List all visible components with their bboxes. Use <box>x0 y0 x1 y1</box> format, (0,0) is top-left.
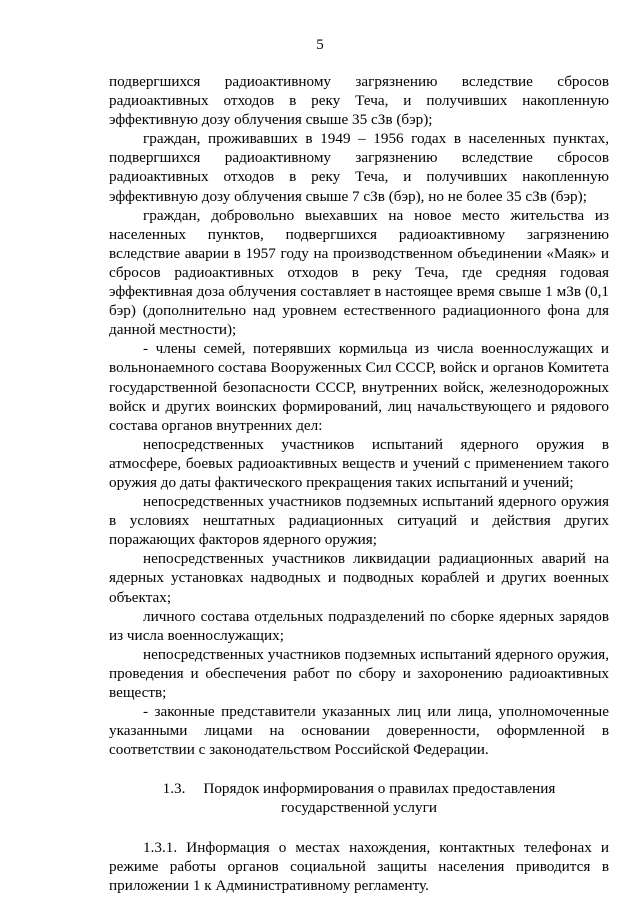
page-number: 5 <box>316 37 324 53</box>
section-heading <box>109 779 609 817</box>
section-title-line2: государственной услуги <box>281 799 437 817</box>
paragraph-assembly-units: личного состава отдельных подразделений по сборке ядерных зарядов из числа военнослужащих; <box>109 607 609 644</box>
paragraph-nuclear-test-atmosphere: непосредственных участников испытаний ядерного оружия в атмосфере, боевых радиоактивных веществ и учений с применением такого оружия до даты фактического прекращения таких испытаний и учений; <box>109 435 609 491</box>
document-body <box>109 72 609 895</box>
paragraph-1-3-1: 1.3.1. Информация о местах нахождения, контактных телефонах и режиме работы органов социальной защиты населения приводится в приложении 1 к Административному регламенту. <box>109 838 609 894</box>
paragraph-radiation-accidents: непосредственных участников ликвидации радиационных аварий на ядерных установках надводных и подводных кораблей и других военных объектах; <box>109 550 609 606</box>
section-number: 1.3. <box>162 780 186 798</box>
paragraph-family-members: - члены семей, потерявших кормильца из числа военнослужащих и вольнонаемного состава Вооруженных Сил СССР, войск и органов Комитета государственной безопасности СССР, внутренних войск, железнодорожных войск и других воинских формирований, лиц начальствующего и рядового состава органов внутренних дел: <box>109 340 609 434</box>
paragraph-mayak-relocated: граждан, добровольно выехавших на новое место жительства из населенных пунктов, подвергшихся радиоактивному загрязнению вследствие аварии в 1957 году на производственном объединении «Маяк» и сбросов радиоактивных отходов в реку Теча, где средняя годовая эффективная доза облучения составляет в настоящее время свыше 1 мЗв (0,1 бэр) (дополнительно над уровнем естественного радиационного фона для данной местности); <box>109 206 609 339</box>
paragraph-legal-representatives: - законные представители указанных лиц или лица, уполномоченные указанными лицами на основании доверенности, оформленной в соответствии с законодательством Российской Федерации. <box>109 703 609 759</box>
paragraph-underground-works: непосредственных участников подземных испытаний ядерного оружия, проведения и обеспечения работ по сбору и захоронению радиоактивных веществ; <box>109 645 609 701</box>
paragraph-continuation: подвергшихся радиоактивному загрязнению вследствие сбросов радиоактивных отходов в реку Теча, и получивших накопленную эффективную дозу облучения свыше 35 сЗв (бэр); <box>109 73 609 129</box>
paragraph-underground-tests: непосредственных участников подземных испытаний ядерного оружия в условиях нештатных радиационных ситуаций и действия других поражающих факторов ядерного оружия; <box>109 493 609 549</box>
paragraph-techa-1949-1956: граждан, проживавших в 1949 – 1956 годах в населенных пунктах, подвергшихся радиоактивному загрязнению вследствие сбросов радиоактивных отходов в реку Теча, и получивших накопленную эффективную дозу облучения свыше 7 сЗв (бэр), но не более 35 сЗв (бэр); <box>109 130 609 205</box>
section-title-line1: Порядок информирования о правилах предоставления <box>203 780 556 798</box>
